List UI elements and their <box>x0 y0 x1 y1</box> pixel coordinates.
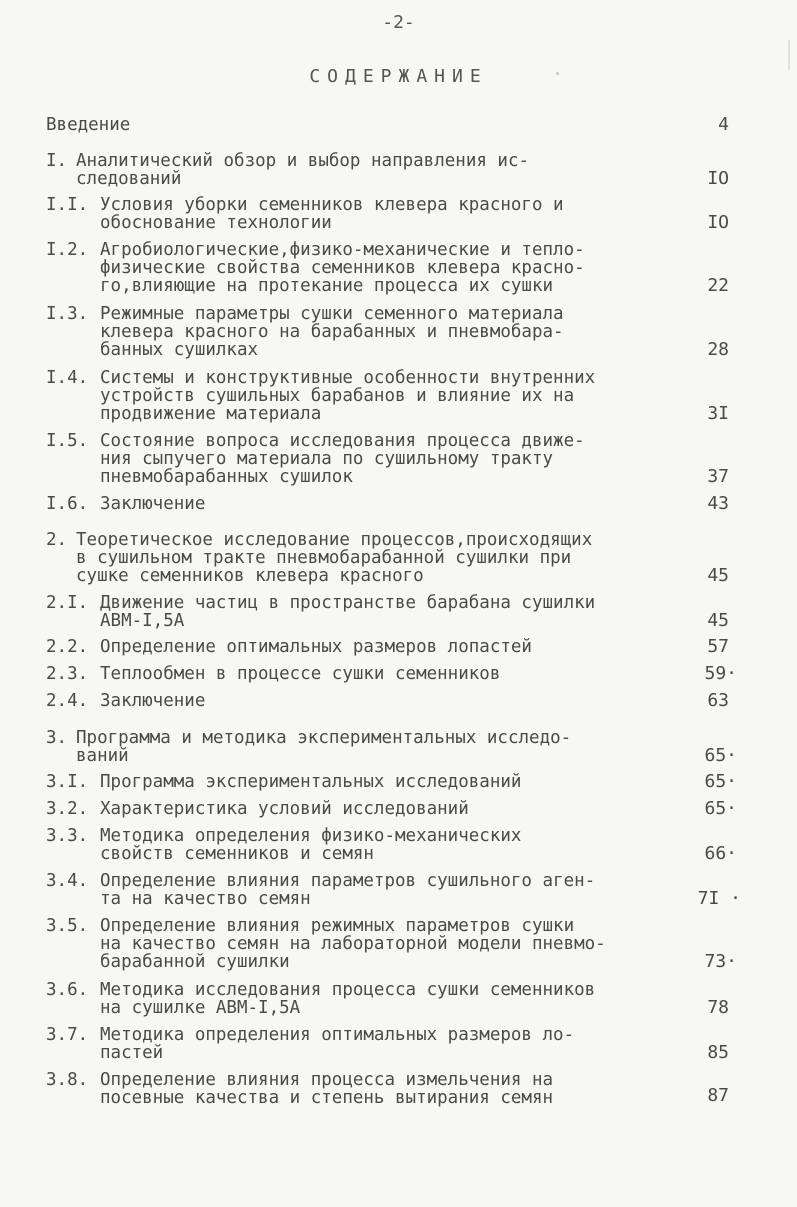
scan-speck <box>788 40 790 70</box>
toc-entry-number: 3.3. <box>46 826 89 846</box>
toc-entry-text: Заключение <box>100 691 206 711</box>
toc-entry-number: 3.5. <box>46 916 89 936</box>
toc-entry-number: 3.7. <box>46 1025 89 1045</box>
toc-entry-text: Состояние вопроса исследования процесса движе- ния сыпучего материала по сушильному тракту пневмобарабанных сушилок <box>100 431 585 487</box>
toc-entry-page: 57 <box>707 636 729 657</box>
toc-entry-page: 45 <box>707 610 729 631</box>
toc-entry-text: Режимные параметры сушки семенного материала клевера красного на барабанных и пневмобара- банных сушилках <box>100 304 564 360</box>
toc-entry-page: IO <box>707 168 729 189</box>
toc-entry-page: 37 <box>707 466 729 487</box>
toc-entry-page: IO <box>707 212 729 233</box>
toc-entry-page: 59· <box>704 663 737 684</box>
toc-entry-number: I.4. <box>46 368 89 388</box>
toc-entry-number: 2.I. <box>46 593 89 613</box>
toc-entry-page: 63 <box>707 690 729 711</box>
toc-entry-text: Условия уборки семенников клевера красного и обоснование технологии <box>100 195 564 233</box>
toc-entry-text: Определение влияния параметров сушильного аген- та на качество семян <box>100 871 596 909</box>
toc-entry-page: 4 <box>718 114 729 135</box>
toc-entry-text: Движение частиц в пространстве барабана сушилки АВМ-I,5А <box>100 593 596 631</box>
toc-entry-number: 3.6. <box>46 980 89 1000</box>
toc-entry-text: Определение оптимальных размеров лопастей <box>100 637 532 657</box>
toc-entry-text: Методика определения оптимальных размеров ло- пастей <box>100 1025 575 1063</box>
toc-entry-number: 2. <box>46 530 68 550</box>
toc-entry-page: 45 <box>707 565 729 586</box>
toc-entry-number: 3.2. <box>46 799 89 819</box>
toc-entry-page: 22 <box>707 275 729 296</box>
toc-entry-page: 65· <box>704 745 737 766</box>
toc-entry-number: 2.3. <box>46 664 89 684</box>
toc-entry-text: Определение влияния процесса измельчения на посевные качества и степень вытирания семян <box>100 1070 554 1108</box>
toc-entry-page: 73· <box>704 951 737 972</box>
toc-entry-number: I. <box>46 151 68 171</box>
toc-entry-text: Определение влияния режимных параметров сушки на качество семян на лабораторной модели пневмо- барабанной сушилки <box>100 916 606 972</box>
toc-entry-text: Характеристика условий исследований <box>100 799 469 819</box>
page-title: СОДЕРЖАНИЕ <box>309 66 488 87</box>
toc-entry-text: Теоретическое исследование процессов,происходящих в сушильном тракте пневмобарабанной сушилки при сушке семенников клевера красного <box>76 530 593 586</box>
toc-entry-page: 66· <box>704 843 737 864</box>
toc-entry-number: 3.4. <box>46 871 89 891</box>
toc-entry-text: Системы и конструктивные особенности внутренних устройств сушильных барабанов и влияние их на продвижение материала <box>100 368 596 424</box>
toc-entry-text: Программа и методика экспериментальных исследо- ваний <box>76 728 572 766</box>
toc-entry-page: 43 <box>707 493 729 514</box>
toc-entry-page: 28 <box>707 339 729 360</box>
toc-entry-page: 3I <box>707 403 729 424</box>
toc-entry-page: 65· <box>704 798 737 819</box>
toc-entry-number: 2.4. <box>46 691 89 711</box>
scan-speck <box>556 72 559 75</box>
toc-entry-number: I.5. <box>46 431 89 451</box>
toc-entry-page: 78 <box>707 997 729 1018</box>
page-number: -2- <box>382 12 415 33</box>
toc-entry-number: 3. <box>46 728 68 748</box>
toc-entry-number: 3.8. <box>46 1070 89 1090</box>
toc-entry-text: Заключение <box>100 494 206 514</box>
toc-entry-text: Программа экспериментальных исследований <box>100 772 522 792</box>
toc-entry-text: Методика исследования процесса сушки семенников на сушилке АВМ-I,5А <box>100 980 596 1018</box>
toc-entry-text: Методика определения физико-механических свойств семенников и семян <box>100 826 522 864</box>
toc-entry-number: I.6. <box>46 494 89 514</box>
toc-entry-number: I.2. <box>46 240 89 260</box>
toc-entry-number: I.3. <box>46 304 89 324</box>
toc-entry-number: 3.I. <box>46 772 89 792</box>
toc-entry-text: Теплообмен в процессе сушки семенников <box>100 664 501 684</box>
toc-entry-text: Введение <box>46 115 131 135</box>
toc-entry-page: 65· <box>704 771 737 792</box>
toc-entry-page: 7I · <box>697 888 741 909</box>
toc-entry-number: 2.2. <box>46 637 89 657</box>
toc-entry-text: Аналитический обзор и выбор направления ис- следований <box>76 151 530 189</box>
toc-entry-number: I.I. <box>46 195 89 215</box>
toc-entry-page: 85 <box>707 1042 729 1063</box>
toc-entry-page: 87 <box>707 1085 729 1106</box>
toc-entry-text: Агробиологические,физико-механические и тепло- физические свойства семенников клевера красно- го,влияющие на протекание процесса их сушки <box>100 240 585 296</box>
